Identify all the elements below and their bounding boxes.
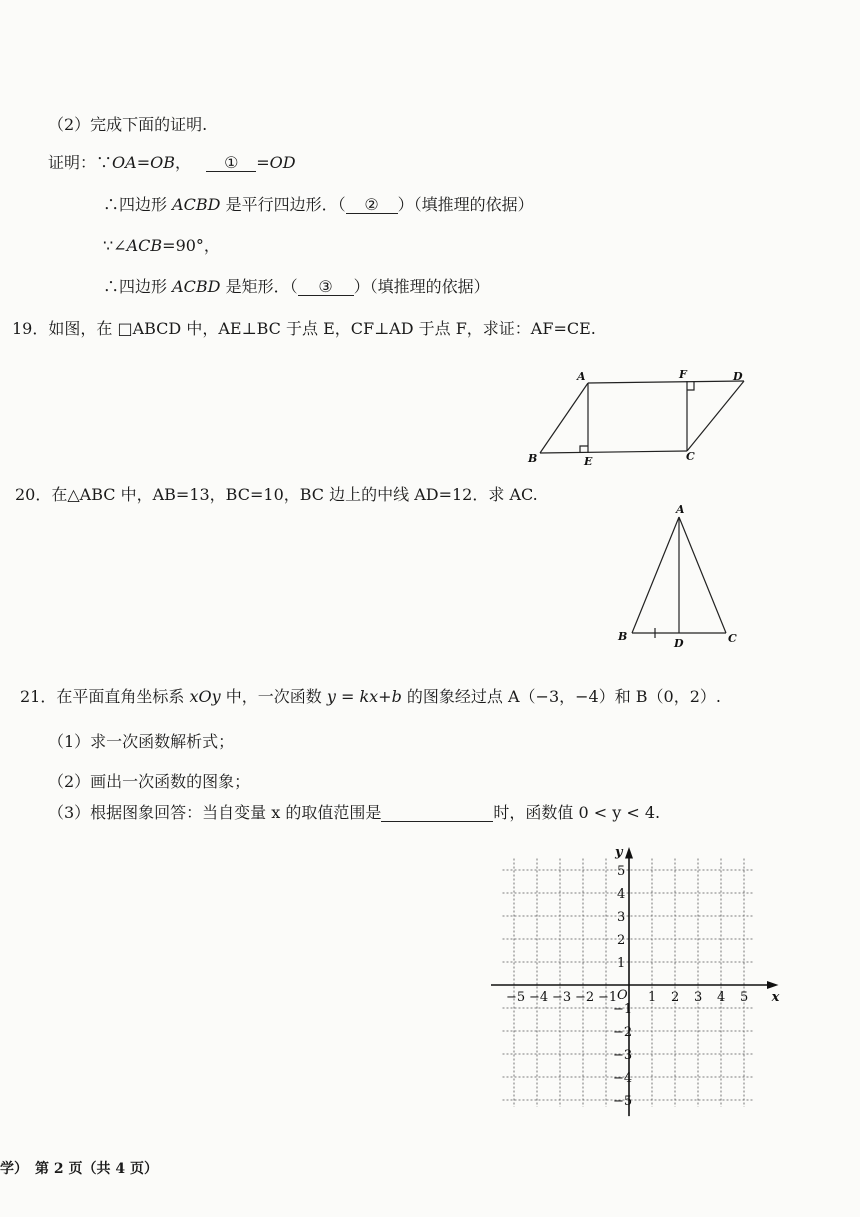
y-tick-label: 1 (617, 956, 626, 971)
q21-text-mid: 中，一次函数 (220, 687, 327, 706)
x-tick-label: −3 (552, 990, 572, 1005)
blank-3[interactable]: ③ (298, 279, 354, 296)
y-axis-label: y (615, 845, 623, 861)
blank-2[interactable]: ② (346, 197, 398, 214)
x-tick-label: −5 (506, 990, 526, 1005)
y-tick-label: −1 (613, 1002, 633, 1017)
x-tick-label: 5 (740, 990, 749, 1005)
proof-line-1-prefix: 证明：∵ (48, 153, 113, 172)
proof-line-2-prefix: ∴四边形 (103, 195, 173, 214)
x-axis-label: x (771, 990, 780, 1005)
q21-text-suffix: 的图象经过点 A（−3，−4）和 B（0，2）. (401, 687, 722, 706)
label-d-19: D (733, 370, 743, 383)
y-tick-label: −2 (613, 1025, 633, 1040)
q21-text-prefix: 21．在平面直角坐标系 (20, 687, 190, 706)
x-tick-label: 3 (694, 990, 703, 1005)
y-tick-label: −5 (613, 1094, 633, 1109)
y-axis-arrow (625, 847, 633, 859)
label-a-19: A (577, 370, 586, 383)
q19-text: 19．如图，在 □ABCD 中，AE⊥BC 于点 E，CF⊥AD 于点 F，求证：AF=CE. (12, 319, 596, 338)
y-tick-label: 2 (617, 933, 626, 948)
q21-text-xoy: xOy (189, 687, 221, 706)
proof-line-1-eq: OA=OB (112, 153, 175, 172)
proof-line-2-mid: 是平行四边形．（ (220, 195, 346, 214)
proof-line-1-sep: ， (174, 153, 191, 172)
y-tick-label: 4 (617, 887, 626, 902)
x-tick-label: −4 (529, 990, 549, 1005)
proof-line-4-mid: 是矩形．（ (220, 277, 298, 296)
proof-line-4-name: ACBD (172, 277, 221, 296)
x-tick-label: −2 (575, 990, 595, 1005)
q21-sub3-suffix: 时，函数值 0 < y < 4. (493, 803, 661, 822)
blank-1[interactable]: ① (206, 155, 256, 172)
proof-line-3-prefix: ∵∠ (103, 236, 127, 255)
x-tick-label: 2 (671, 990, 680, 1005)
q18-part2-heading: （2）完成下面的证明. (48, 115, 208, 134)
label-a-20: A (676, 503, 685, 516)
y-tick-label: 3 (617, 910, 626, 925)
x-tick-label: −1 (598, 990, 618, 1005)
y-tick-label: −4 (613, 1071, 633, 1086)
q21-sub2: （2）画出一次函数的图象； (48, 772, 251, 791)
proof-line-3-eq: ACB (126, 236, 163, 255)
label-b-19: B (528, 452, 538, 465)
proof-line-4-suffix: ）（填推理的依据） (353, 277, 490, 296)
x-tick-label: 1 (648, 990, 657, 1005)
proof-line-2-name: ACBD (172, 195, 221, 214)
q20-text: 20．在△ABC 中，AB=13，BC=10，BC 边上的中线 AD=12．求 AC. (15, 485, 538, 504)
x-axis-arrow (767, 981, 779, 989)
proof-line-1-suffix: =OD (256, 153, 296, 172)
q21-sub3-prefix: （3）根据图象回答：当自变量 x 的取值范围是 (48, 803, 382, 822)
q21-text-func: y = kx+b (326, 687, 402, 706)
page-footer: 学） 第 2 页（共 4 页） (0, 1161, 158, 1177)
y-tick-label: 5 (617, 864, 626, 879)
y-tick-label: −3 (613, 1048, 633, 1063)
label-f-19: F (679, 368, 687, 381)
label-d-20: D (674, 637, 684, 650)
x-tick-label: 4 (717, 990, 726, 1005)
proof-line-2-suffix: ）（填推理的依据） (397, 195, 534, 214)
proof-line-4-prefix: ∴四边形 (103, 277, 173, 296)
origin-label: O (617, 988, 628, 1003)
proof-line-3-suffix: =90°， (162, 236, 220, 255)
label-e-19: E (584, 455, 593, 468)
label-c-20: C (728, 632, 737, 645)
label-b-20: B (618, 630, 628, 643)
q21-sub1: （1）求一次函数解析式； (48, 732, 235, 751)
label-c-19: C (686, 450, 695, 463)
